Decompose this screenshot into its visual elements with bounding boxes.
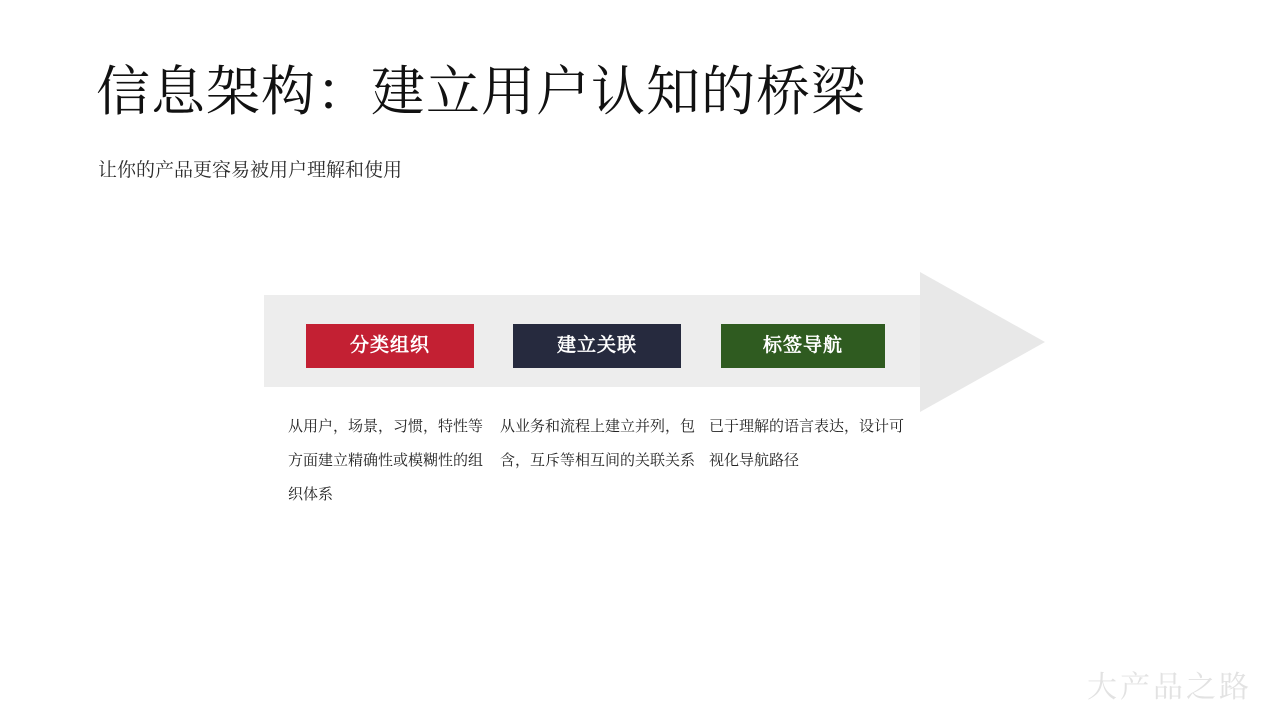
arrow-head-shape <box>920 272 1045 412</box>
description-build-relation: 从业务和流程上建立并列，包含，互斥等相互间的关联关系 <box>500 418 696 469</box>
chip-label: 分类组织 <box>349 335 430 356</box>
page-subtitle: 让你的产品更容易被用户理解和使用 <box>98 160 403 181</box>
chip-category-organization <box>306 324 474 368</box>
description-label-navigation: 已于理解的语言表达，设计可视化导航路径 <box>709 418 905 469</box>
description-category-organization: 从用户，场景，习惯，特性等方面建立精确性或模糊性的组织体系 <box>288 418 484 503</box>
page-title: 信息架构：建立用户认知的桥梁 <box>96 62 866 122</box>
chip-label-navigation <box>721 324 885 368</box>
chip-build-relation <box>513 324 681 368</box>
watermark: 大产品之路 <box>1087 671 1252 704</box>
chip-label: 标签导航 <box>762 335 843 356</box>
chip-label: 建立关联 <box>556 335 637 356</box>
